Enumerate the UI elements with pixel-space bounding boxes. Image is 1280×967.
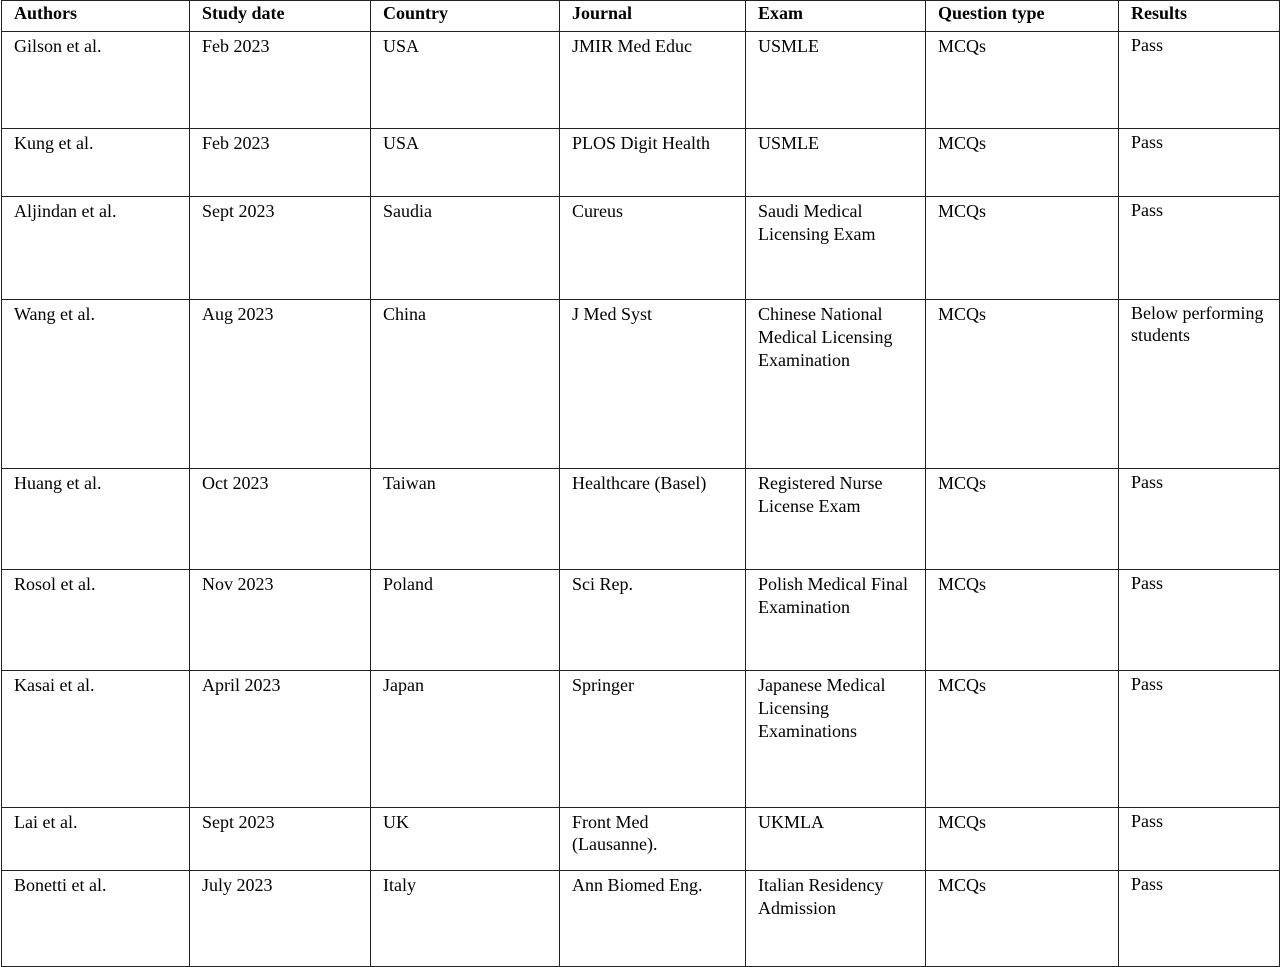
cell-study-date: Nov 2023 — [190, 570, 371, 671]
cell-journal: Ann Biomed Eng. — [560, 871, 746, 967]
cell-results: Pass — [1119, 871, 1280, 967]
cell-journal: Sci Rep. — [560, 570, 746, 671]
cell-country: China — [371, 300, 560, 469]
cell-results: Pass — [1119, 129, 1280, 197]
cell-question-type: MCQs — [926, 197, 1119, 300]
cell-question-type: MCQs — [926, 671, 1119, 808]
cell-authors: Kung et al. — [2, 129, 190, 197]
cell-question-type: MCQs — [926, 469, 1119, 570]
header-authors: Authors — [2, 1, 190, 32]
cell-results: Pass — [1119, 32, 1280, 129]
table-row — [2, 197, 1280, 300]
header-results: Results — [1119, 1, 1280, 32]
cell-journal: Cureus — [560, 197, 746, 300]
table-row — [2, 32, 1280, 129]
cell-country: Italy — [371, 871, 560, 967]
cell-question-type: MCQs — [926, 129, 1119, 197]
cell-study-date: Oct 2023 — [190, 469, 371, 570]
cell-question-type: MCQs — [926, 32, 1119, 129]
cell-study-date: Feb 2023 — [190, 32, 371, 129]
cell-authors: Bonetti et al. — [2, 871, 190, 967]
header-study-date: Study date — [190, 1, 371, 32]
cell-journal: Healthcare (Basel) — [560, 469, 746, 570]
cell-study-date: Aug 2023 — [190, 300, 371, 469]
cell-journal: Springer — [560, 671, 746, 808]
cell-results: Pass — [1119, 469, 1280, 570]
cell-authors: Aljindan et al. — [2, 197, 190, 300]
header-exam: Exam — [746, 1, 926, 32]
cell-country: USA — [371, 32, 560, 129]
cell-exam: Chinese National Medical Licensing Examination — [746, 300, 926, 469]
cell-study-date: Sept 2023 — [190, 197, 371, 300]
studies-table — [1, 0, 1280, 967]
table-row — [2, 671, 1280, 808]
cell-results: Pass — [1119, 808, 1280, 871]
cell-study-date: July 2023 — [190, 871, 371, 967]
cell-exam: Italian Residency Admission — [746, 871, 926, 967]
cell-study-date: April 2023 — [190, 671, 371, 808]
cell-journal: J Med Syst — [560, 300, 746, 469]
cell-authors: Wang et al. — [2, 300, 190, 469]
cell-exam: Polish Medical Final Examination — [746, 570, 926, 671]
header-question-type: Question type — [926, 1, 1119, 32]
cell-country: Japan — [371, 671, 560, 808]
table-row — [2, 300, 1280, 469]
cell-country: Taiwan — [371, 469, 560, 570]
table-row — [2, 871, 1280, 967]
cell-journal: JMIR Med Educ — [560, 32, 746, 129]
cell-question-type: MCQs — [926, 808, 1119, 871]
cell-results: Pass — [1119, 197, 1280, 300]
cell-authors: Kasai et al. — [2, 671, 190, 808]
cell-results: Below performing students — [1119, 300, 1280, 469]
cell-exam: Registered Nurse License Exam — [746, 469, 926, 570]
cell-study-date: Sept 2023 — [190, 808, 371, 871]
cell-country: Poland — [371, 570, 560, 671]
cell-exam: Japanese Medical Licensing Examinations — [746, 671, 926, 808]
cell-results: Pass — [1119, 570, 1280, 671]
cell-country: UK — [371, 808, 560, 871]
cell-question-type: MCQs — [926, 871, 1119, 967]
header-country: Country — [371, 1, 560, 32]
cell-authors: Gilson et al. — [2, 32, 190, 129]
cell-authors: Rosol et al. — [2, 570, 190, 671]
table-row — [2, 469, 1280, 570]
cell-journal: Front Med (Lausanne). — [560, 808, 746, 871]
cell-exam: UKMLA — [746, 808, 926, 871]
cell-exam: Saudi Medical Licensing Exam — [746, 197, 926, 300]
table-row — [2, 808, 1280, 871]
cell-country: USA — [371, 129, 560, 197]
cell-question-type: MCQs — [926, 300, 1119, 469]
cell-question-type: MCQs — [926, 570, 1119, 671]
cell-journal: PLOS Digit Health — [560, 129, 746, 197]
cell-exam: USMLE — [746, 32, 926, 129]
table-row — [2, 570, 1280, 671]
header-journal: Journal — [560, 1, 746, 32]
cell-authors: Huang et al. — [2, 469, 190, 570]
header-row — [2, 1, 1280, 32]
cell-country: Saudia — [371, 197, 560, 300]
cell-study-date: Feb 2023 — [190, 129, 371, 197]
cell-results: Pass — [1119, 671, 1280, 808]
table-row — [2, 129, 1280, 197]
cell-exam: USMLE — [746, 129, 926, 197]
cell-authors: Lai et al. — [2, 808, 190, 871]
